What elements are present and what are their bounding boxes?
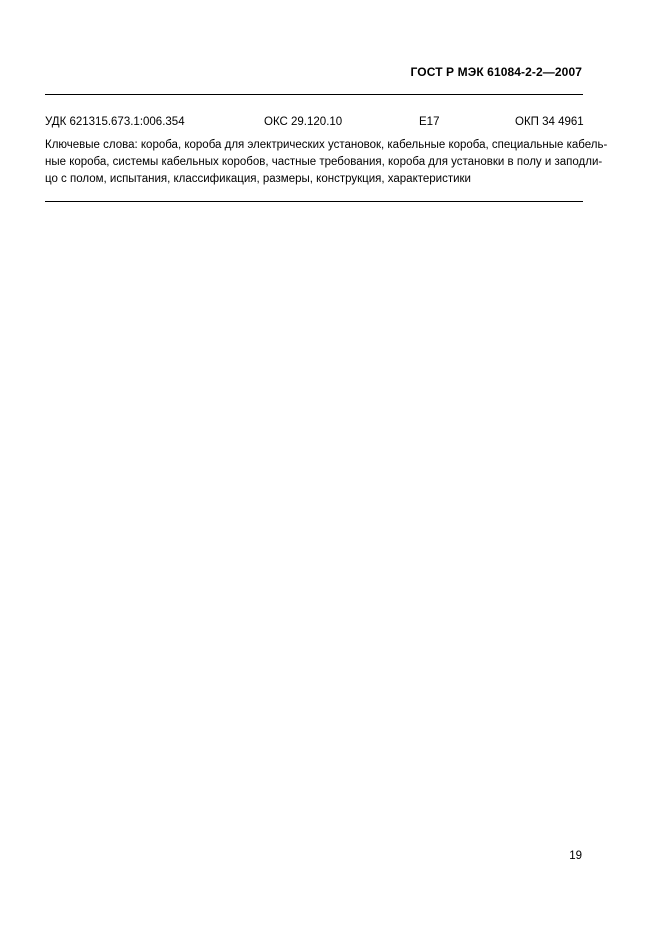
keywords-line: ные короба, системы кабельных коробов, частные требования, короба для установки в полу и заподли- (45, 156, 603, 168)
keywords-line: Ключевые слова: короба, короба для электрических установок, кабельные короба, специальные кабель- (45, 139, 608, 151)
keywords-paragraph (45, 137, 608, 188)
group-code: Е17 (419, 116, 440, 128)
bottom-divider (45, 201, 583, 202)
okp-code: ОКП 34 4961 (515, 116, 584, 128)
oks-code: ОКС 29.120.10 (264, 116, 343, 128)
keywords-line: цо с полом, испытания, классификация, размеры, конструкция, характеристики (45, 173, 471, 185)
udk-code: УДК 621315.673.1:006.354 (45, 116, 185, 128)
top-divider (45, 94, 583, 95)
document-code: ГОСТ Р МЭК 61084-2-2—2007 (410, 65, 582, 79)
page-number: 19 (569, 850, 582, 862)
